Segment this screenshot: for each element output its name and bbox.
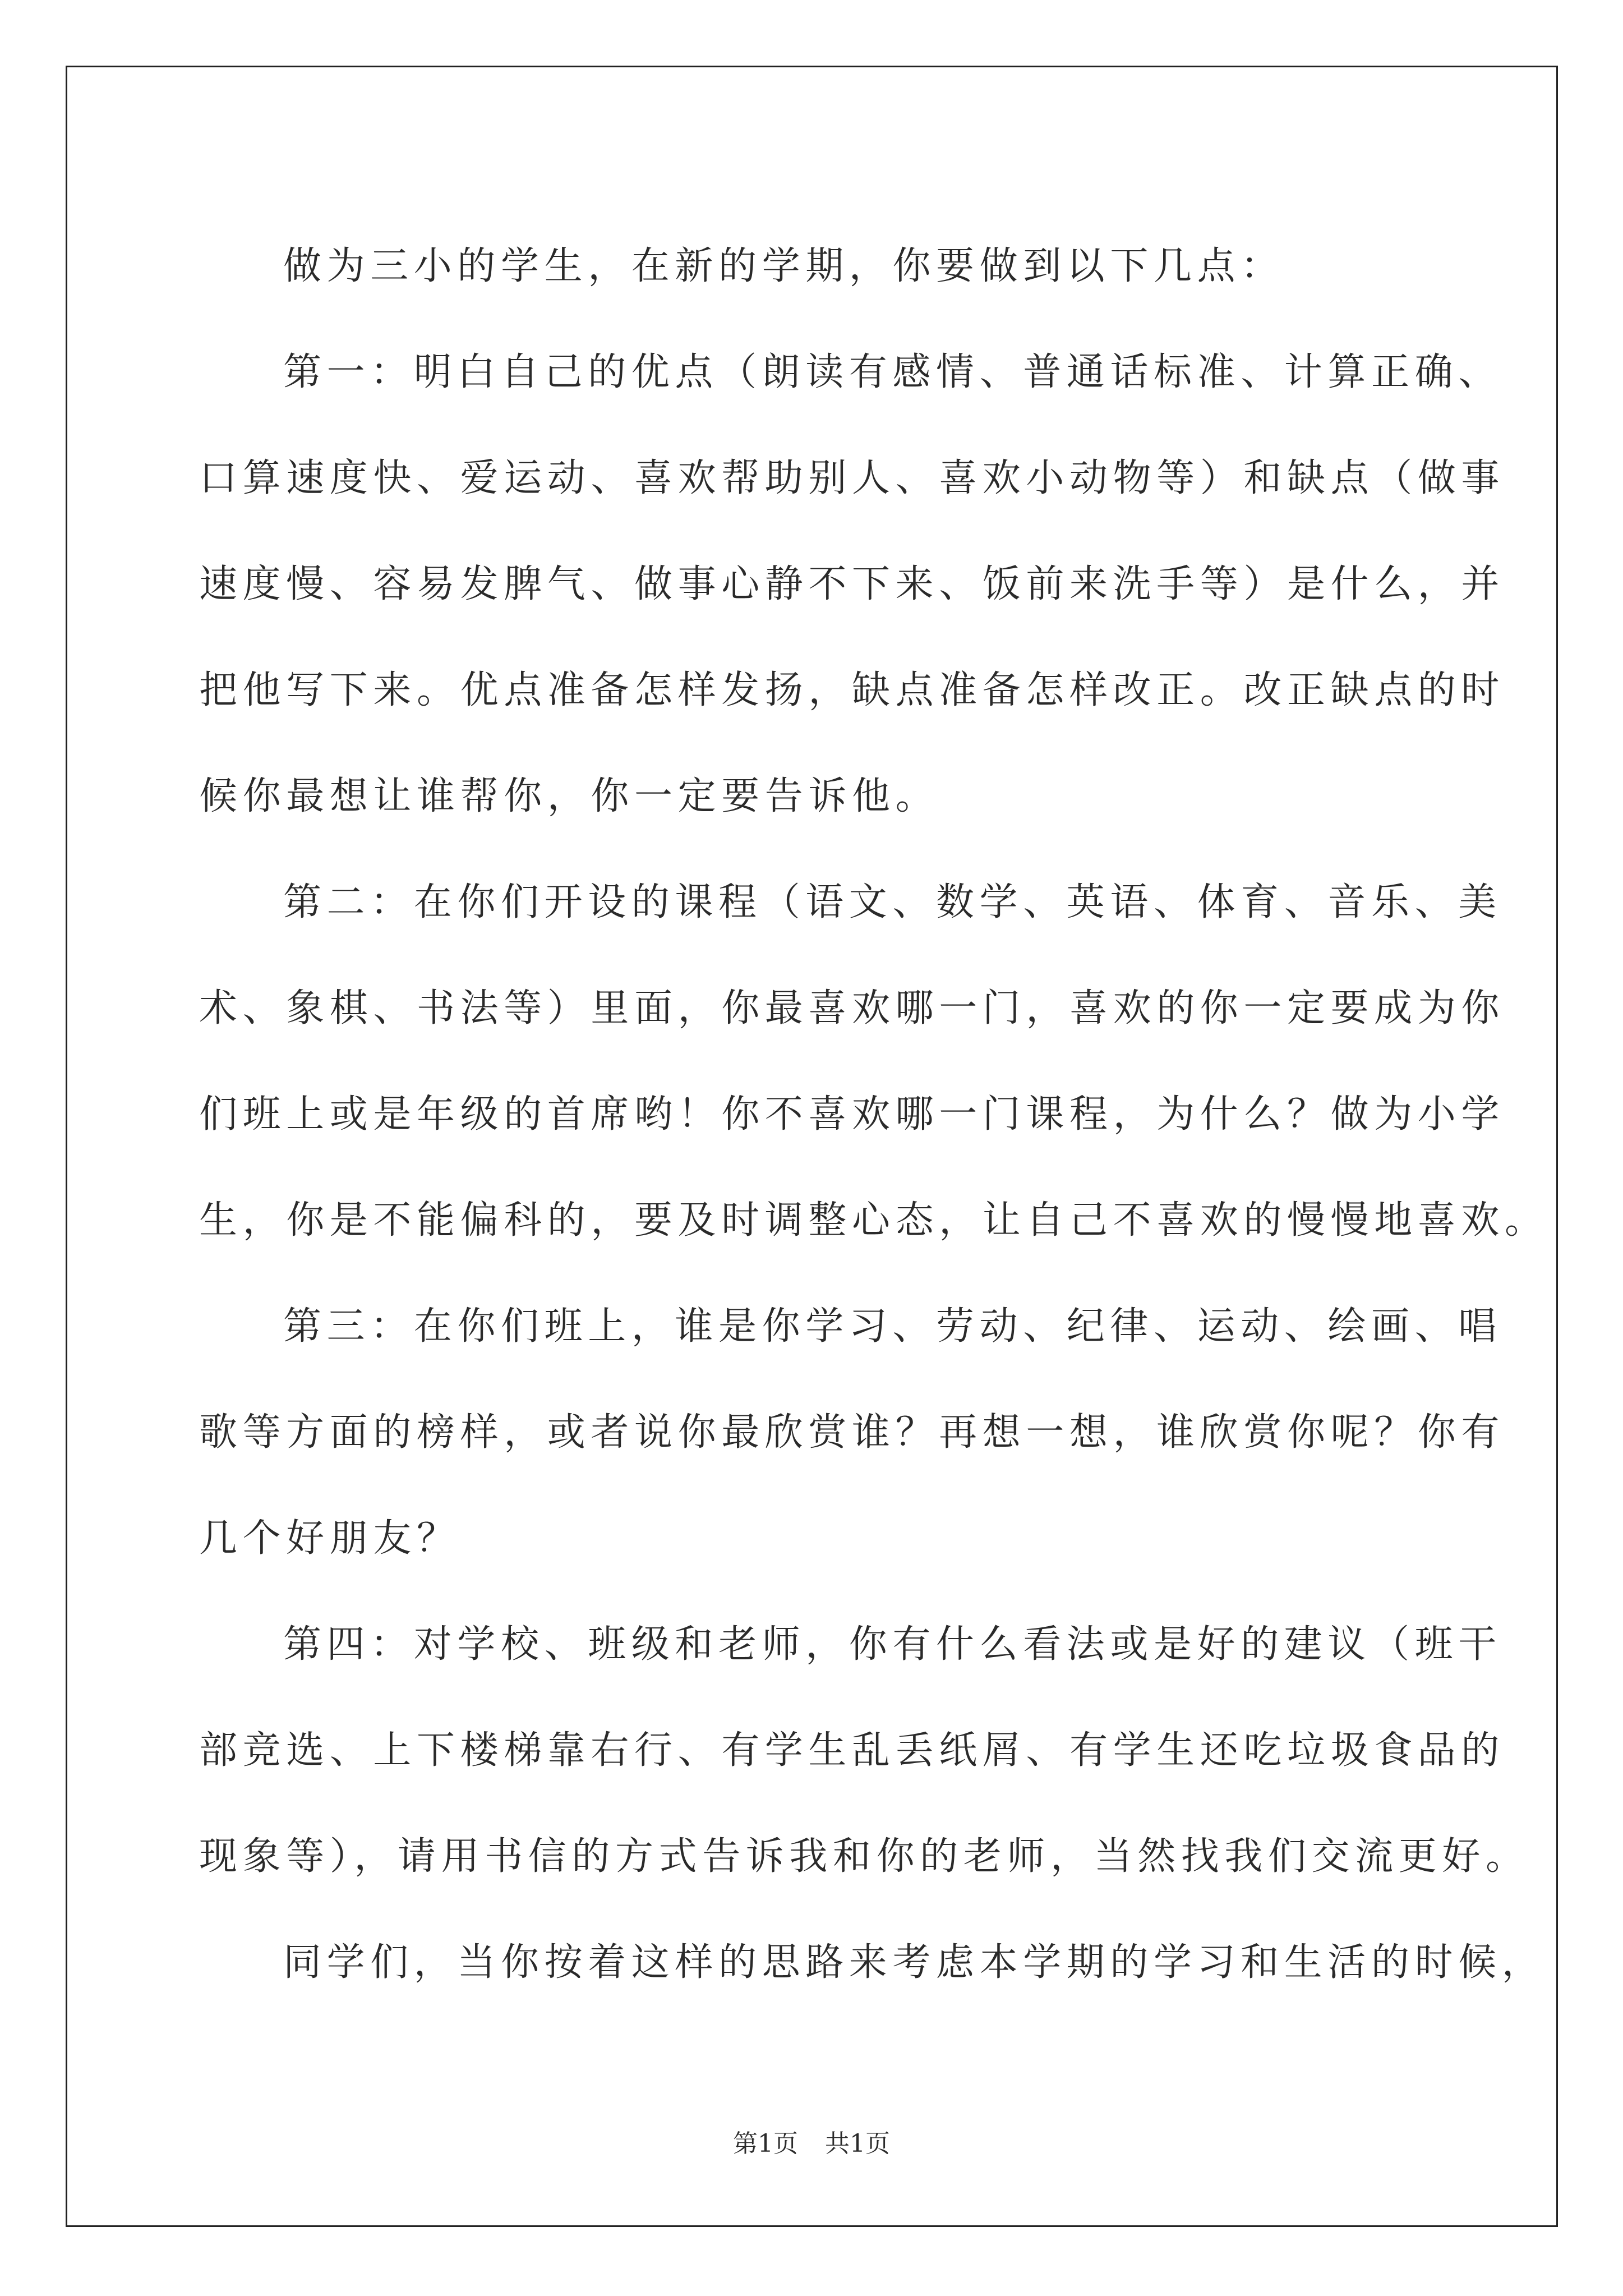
text-line: 生，你是不能偏科的，要及时调整心态，让自己不喜欢的慢慢地喜欢。 [199, 1198, 1548, 1243]
text-line: 术、象棋、书法等）里面，你最喜欢哪一门，喜欢的你一定要成为你 [199, 986, 1505, 1030]
document-body [199, 213, 1548, 2016]
text-line: 第一：明白自己的优点（朗读有感情、普通话标准、计算正确、 [283, 350, 1502, 394]
text-line: 第三：在你们班上，谁是你学习、劳动、纪律、运动、绘画、唱 [283, 1304, 1502, 1349]
page-total: 共1页 [825, 2129, 890, 2158]
text-line: 候你最想让谁帮你，你一定要告诉他。 [199, 774, 939, 818]
text-line: 速度慢、容易发脾气、做事心静不下来、饭前来洗手等）是什么，并 [199, 562, 1505, 606]
text-line: 第四：对学校、班级和老师，你有什么看法或是好的建议（班干 [283, 1622, 1502, 1667]
page-number: 第1页 [733, 2129, 798, 2158]
text-line: 同学们，当你按着这样的思路来考虑本学期的学习和生活的时候， [283, 1940, 1546, 1985]
text-line: 几个好朋友？ [199, 1516, 460, 1561]
text-line: 部竞选、上下楼梯靠右行、有学生乱丢纸屑、有学生还吃垃圾食品的 [199, 1728, 1505, 1773]
text-line: 现象等），请用书信的方式告诉我和你的老师，当然找我们交流更好。 [199, 1834, 1529, 1879]
text-line: 做为三小的学生，在新的学期，你要做到以下几点： [283, 244, 1284, 288]
text-line: 把他写下来。优点准备怎样发扬，缺点准备怎样改正。改正缺点的时 [199, 668, 1505, 712]
text-line: 口算速度快、爱运动、喜欢帮助别人、喜欢小动物等）和缺点（做事 [199, 456, 1505, 500]
text-line: 第二：在你们开设的课程（语文、数学、英语、体育、音乐、美 [283, 880, 1502, 924]
page-footer [0, 2123, 1623, 2159]
text-line: 歌等方面的榜样，或者说你最欣赏谁？再想一想，谁欣赏你呢？你有 [199, 1410, 1505, 1455]
text-line: 们班上或是年级的首席哟！你不喜欢哪一门课程，为什么？做为小学 [199, 1092, 1505, 1137]
